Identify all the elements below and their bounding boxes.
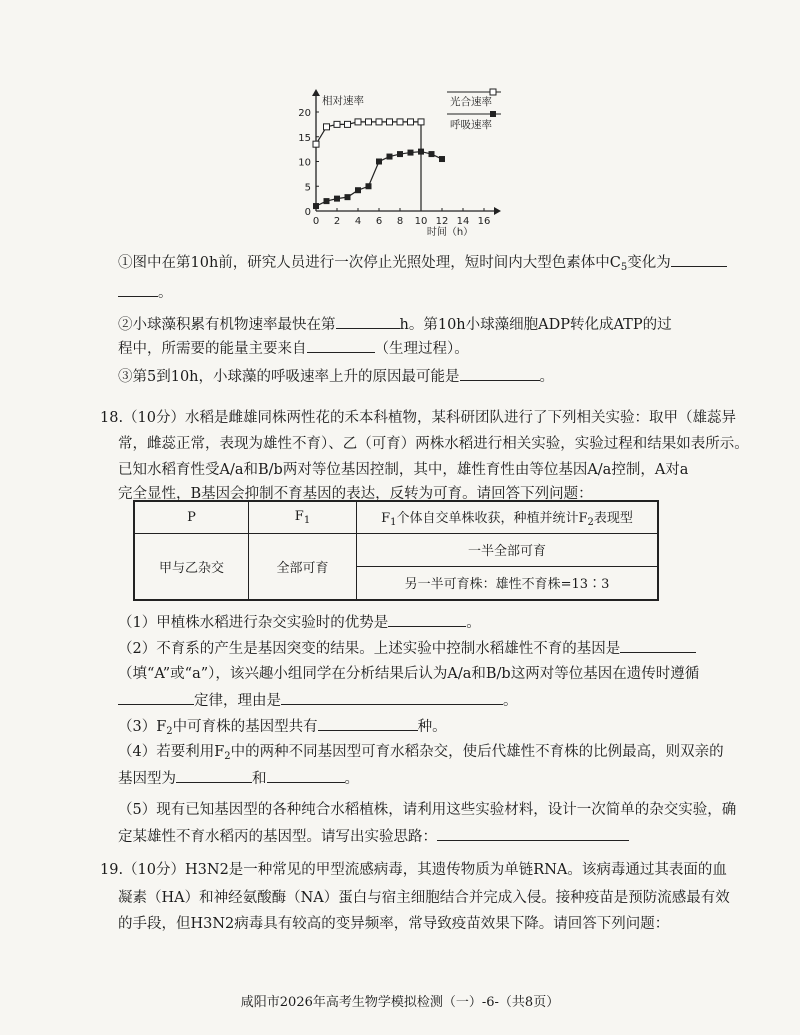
q18-s2-text-c: 定律，理由是 [194, 693, 281, 709]
q19-line-1: 19.（10分）H3N2是一种常见的甲型流感病毒，其遗传物质为单链RNA。该病毒通过其表面的血 [100, 862, 727, 878]
q18-s5-text-b: 定某雄性不育水稻丙的基因型。请写出实验思路： [118, 829, 437, 845]
f2-subscript-2: 2 [224, 751, 231, 762]
respiration-point [387, 154, 393, 160]
q18-intro-4: 完全显性，B基因会抑制不育基因的表达，反转为可育。请回答下列问题： [118, 486, 593, 502]
table-header-f2: $F_1$个体自交单株收获，种植并统计$F_2$表现型 [357, 501, 659, 533]
x-axis-label: 时间（h） [426, 227, 474, 238]
respiration-point [397, 151, 403, 157]
legend-marker-photo [490, 89, 496, 95]
series-line-0 [316, 122, 421, 211]
y-axis-arrow [312, 89, 320, 96]
x-tick-label: 6 [375, 216, 383, 227]
q18-intro-3: 已知水稻育性受A/a和B/b两对等位基因控制，其中，雄性育性由等位基因A/a控制，A对a [118, 462, 689, 478]
q18-s5-blank[interactable] [437, 826, 629, 841]
photosynthesis-point [313, 141, 319, 147]
q18-s2-reason-blank[interactable] [281, 690, 503, 705]
q18-s3-blank[interactable] [318, 716, 418, 731]
y-axis-label: 相对速率 [322, 95, 364, 107]
q17-sub2-text-b: h。第10h小球藻细胞ADP转化成ATP的过 [399, 317, 672, 333]
q17-sub2-text-d: （生理过程）。 [374, 341, 469, 357]
x-tick-label: 16 [477, 216, 491, 227]
respiration-point [355, 187, 361, 193]
respiration-point [313, 203, 319, 209]
photosynthesis-point [334, 121, 340, 127]
q18-s1-blank[interactable] [388, 612, 466, 627]
x-axis-arrow [494, 207, 501, 215]
q18-s2-text: （2）不育系的产生是基因突变的结果。上述实验中控制水稻雄性不育的基因是 [118, 641, 621, 657]
q17-sub1-answer-blank-2[interactable] [118, 282, 158, 297]
cross-results-table [133, 500, 659, 601]
photosynthesis-point [376, 119, 382, 125]
q17-sub2-hour-blank[interactable] [336, 314, 400, 329]
q18-s1-end: 。 [466, 615, 481, 631]
photosynthesis-point [408, 119, 414, 125]
table-cell-f1: 全部可育 [249, 533, 357, 600]
q17-sub2-text-c: 程中，所需要的能量主要来自 [118, 341, 307, 357]
legend-marker-resp [490, 111, 496, 117]
q18-s4-end: 。 [344, 771, 359, 787]
q18-s2-law-blank[interactable] [118, 690, 194, 705]
photosynthesis-point [366, 119, 372, 125]
table-header-f1: $F_1$ [249, 501, 357, 533]
table-cell-f2-row1: 一半全部可育 [357, 533, 659, 566]
y-tick-label: 15 [298, 132, 311, 144]
q19-line-3: 的手段，但H3N2病毒具有较高的变异频率，常导致疫苗效果下降。请回答下列问题： [118, 916, 670, 932]
table-cell-f2-row2: 另一半可育株：雄性不育株=13∶3 [357, 566, 659, 600]
table-cell-p: 甲与乙杂交 [134, 533, 249, 600]
legend-label-photo: 光合速率 [450, 96, 492, 108]
respiration-point [439, 156, 445, 162]
photosynthesis-point [355, 119, 361, 125]
q17-sub3-end: 。 [539, 369, 555, 385]
q18-s5-line: （5）现有已知基因型的各种纯合水稻植株，请利用这些实验材料，设计一次简单的杂交实验，确 [118, 802, 737, 818]
q18-s4-text: （4）若要利用F [118, 744, 225, 760]
q18-s4-text-c: 基因型为 [118, 771, 176, 787]
q17-sub3-text: ③第5到10h，小球藻的呼吸速率上升的原因最可能是 [118, 369, 460, 385]
photosynthesis-point [397, 119, 403, 125]
q17-sub2-text: ②小球藻积累有机物速率最快在第 [118, 317, 336, 333]
q17-sub1-line [118, 252, 727, 278]
photosynthesis-point [418, 119, 424, 125]
q17-sub3-line [118, 366, 554, 387]
q17-sub2-line [118, 314, 672, 335]
photosynthesis-point [345, 121, 351, 127]
q18-s1-text: （1）甲植株水稻进行杂交实验时的优势是 [118, 615, 389, 631]
legend-label-resp: 呼吸速率 [450, 119, 492, 131]
respiration-point [366, 183, 372, 189]
x-tick-label: 14 [456, 216, 470, 227]
q17-sub1-answer-blank[interactable] [671, 252, 727, 267]
photosynthesis-point [387, 119, 393, 125]
y-tick-label: 0 [304, 207, 311, 218]
respiration-point [408, 150, 414, 156]
respiration-point [418, 149, 424, 155]
q18-s2-line3 [118, 690, 518, 711]
q18-intro-1: 18.（10分）水稻是雌雄同株两性花的禾本科植物，某科研团队进行了下列相关实验：取甲（雄蕊异 [100, 410, 737, 426]
page-footer: 咸阳市2026年高考生物学模拟检测（一）-6-（共8页） [240, 995, 560, 1010]
x-tick-label: 2 [333, 216, 341, 227]
respiration-point [345, 194, 351, 200]
q17-sub1-end: 。 [158, 285, 173, 301]
q18-s4-line [118, 742, 724, 767]
c5-subscript: 5 [620, 262, 628, 273]
q18-s4-text-b: 中的两种不同基因型可育水稻杂交，使后代雄性不育株的比例最高，则双亲的 [230, 744, 724, 760]
q17-sub2-line2 [118, 338, 469, 359]
q18-s3-end: 种。 [417, 719, 447, 735]
respiration-point [429, 151, 435, 157]
q18-s4-blank-1[interactable] [176, 768, 252, 783]
q17-sub1-text-b: 变化为 [627, 255, 671, 271]
q18-s2-end: 。 [503, 693, 518, 709]
q18-s2-line2: （填“A”或“a”），该兴趣小组同学在分析结果后认为A/a和B/b这两对等位基因在遗传时遵循 [118, 666, 700, 682]
x-tick-label: 12 [435, 216, 449, 227]
q17-sub3-answer-blank[interactable] [460, 366, 540, 381]
y-tick-label: 5 [304, 182, 311, 194]
q18-intro-2: 常，雌蕊正常，表现为雄性不育）、乙（可育）两株水稻进行相关实验，实验过程和结果如表所示。 [118, 436, 749, 452]
y-tick-label: 20 [298, 108, 311, 119]
q18-s2-line [118, 638, 696, 659]
q17-sub2-process-blank[interactable] [307, 338, 375, 353]
f2-subscript: 2 [166, 726, 173, 737]
q18-s4-blank-2[interactable] [267, 768, 345, 783]
respiration-point [376, 159, 382, 165]
q18-s3-line [118, 716, 447, 742]
q18-s1-line [118, 612, 481, 633]
q18-s2-gene-blank[interactable] [620, 638, 696, 653]
x-tick-label: 8 [396, 216, 404, 227]
q18-s4-line2 [118, 768, 359, 789]
table-header-p: P [134, 501, 249, 533]
x-tick-label: 10 [414, 216, 428, 227]
q17-sub1-line2 [118, 282, 173, 303]
x-tick-label: 4 [354, 216, 362, 227]
respiration-point [324, 198, 330, 204]
photosynthesis-point [324, 124, 330, 130]
q18-s3-text: （3）F [118, 719, 167, 735]
rate-chart [0, 0, 800, 250]
x-tick-label: 0 [312, 216, 320, 227]
q18-s3-text-b: 中可育株的基因型共有 [172, 719, 318, 735]
respiration-point [334, 196, 340, 202]
q19-line-2: 凝素（HA）和神经氨酸酶（NA）蛋白与宿主细胞结合并完成入侵。接种疫苗是预防流感最有效 [118, 890, 730, 906]
q17-sub1-text: ①图中在第10h前，研究人员进行一次停止光照处理，短时间内大型色素体中C [118, 255, 621, 271]
q18-s4-text-d: 和 [252, 771, 267, 787]
q18-s5-line2 [118, 826, 629, 847]
y-tick-label: 10 [298, 157, 311, 169]
